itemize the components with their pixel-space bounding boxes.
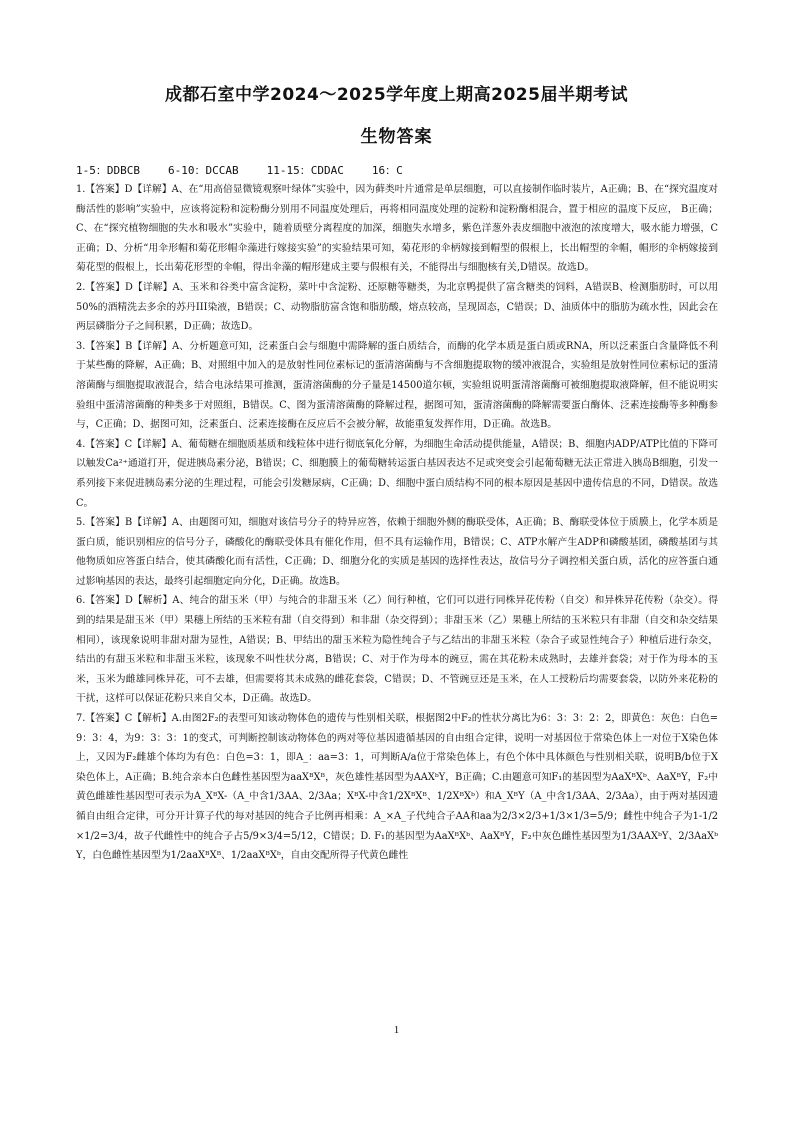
answer-explanation-6: 6.【答案】D【解析】A、纯合的甜玉米（甲）与纯合的非甜玉米（乙）间行种植，它们可以进行同株异花传粉（自交）和异株异花传粉（杂交）。得到的结果是甜玉米（甲）果穗上所结的玉米粒有甜（自交得到）和非甜（杂交得到）；非甜玉米（乙）果穗上所结的玉米粒只有非甜（自交和杂交结果相同），该现象说明非甜对甜为显性，A错误；B、甲结出的甜玉米粒为隐性纯合子与乙结出的非甜玉米粒（杂合子或显性纯合子）种植后进行杂交，结出的有甜玉米粒和非甜玉米粒，该现象不叫性状分离，B错误；C、对于作为母本的豌豆，需在其花粉未成熟时，去雄并套袋；对于作为母本的玉米，玉米为雌雄同株异花，可不去雄，但需要将其未成熟的雌花套袋，C错误；D、不管豌豆还是玉米，在人工授粉后均需要套袋，以防外来花粉的干扰，这样可以保证花粉只来自父本，D正确。故选D。 (76, 595, 718, 705)
answer-explanations (76, 180, 718, 866)
answer-explanation-4: 4.【答案】C【详解】A、葡萄糖在细胞质基质和线粒体中进行彻底氧化分解，为细胞生命活动提供能量，A错误；B、细胞内ADP/ATP比值的下降可以触发Ca²⁺通道打开，促进胰岛素分泌，B错误；C、细胞膜上的葡萄糖转运蛋白基因表达不足或突变会引起葡萄糖无法正常进入胰岛B细胞，引发一系列接下来促进胰岛素分泌的生理过程，可能会引发糖尿病，C正确；D、细胞中蛋白质结构不同的根本原因是基因中遗传信息的不同，D错误。故选C。 (76, 438, 718, 509)
page-number: 1 (393, 1024, 400, 1036)
answer-explanation-7: 7.【答案】C【解析】A.由图2F₂的表型可知该动物体色的遗传与性别相关联，根据图2中F₂的性状分离比为6：3：3：2：2，即黄色：灰色：白色=9：3：4，为9：3：3：1的变式，可判断控制该动物体色的两对等位基因遗循基因的自由组合定律，说明一对基因位于常染色体上一对位于X染色体上，又因为F₂雌雄个体均为有色：白色=3：1，即A_：aa=3：1，可判断A/a位于常染色体上，有色个体中具体颜色与性别相关联，说明B/b位于X染色体上，A正确；B.纯合亲本白色雌性基因型为aaXᴮXᴮ，灰色雄性基因型为AAXᵇY，B正确；C.由题意可知F₁的基因型为AaXᴮXᵇ、AaXᴮY，F₂中黄色雌雄性基因型可表示为A_XᴮX-（A_中含1/3AA、2/3Aa；XᴮX-中含1/2XᴮXᴮ、1/2XᴮXᵇ）和A_XᴮY（A_中含1/3AA、2/3Aa），由于两对基因遗循自由组合定律，可分开计算子代的每对基因的纯合子比例再相乘：A_×A_子代纯合子AA和aa为2/3×2/3+1/3×1/3=5/9；雌性中纯合子为1-1/2×1/2=3/4，故子代雌性中的纯合子占5/9×3/4=5/12，C错误；D. F₁的基因型为AaXᴮXᵇ、AaXᴮY，F₂中灰色雌性基因型为1/3AAXᵇY、2/3AaXᵇY，白色雌性基因型为1/2aaXᴮXᴮ、1/2aaXᴮXᵇ，自由交配所得子代黄色雌性 (76, 713, 718, 862)
answer-key-group: 11-15：CDDAC (266, 164, 344, 177)
answer-explanation-2: 2.【答案】D【详解】A、玉米和谷类中富含淀粉，菜叶中含淀粉、还原糖等糖类，为北京鸭提供了富含糖类的饲料，A错误B、检测脂肪时，可以用50%的酒精洗去多余的苏丹III染液，B错误；C、动物脂肪富含饱和脂肪酸，熔点较高，呈现固态，C错误；D、油质体中的脂肪为疏水性，因此会在两层磷脂分子之间积累，D正确；故选D。 (76, 281, 718, 333)
answer-explanation-3: 3.【答案】B【详解】A、分析题意可知，泛素蛋白会与细胞中需降解的蛋白质结合，而酶的化学本质是蛋白质或RNA，所以泛素蛋白含量降低不利于某些酶的降解，A正确；B、对照组中加入的是放射性同位素标记的蛋清溶菌酶与不含细胞提取物的缓冲液混合，实验组是放射性同位素标记的蛋清溶菌酶与细胞提取液混合，结合电泳结果可推测，蛋清溶菌酶的分子量是14500道尔顿，实验组说明蛋清溶菌酶可被细胞提取液降解，但不能说明实验组中蛋清溶菌酶的种类多于对照组，B错误。C、图为蛋清溶菌酶的降解过程，据图可知，蛋清溶菌酶的降解需要蛋白酶体、泛素连接酶等多种酶参与，C正确；D、据图可知，泛素蛋白、泛素连接酶在反应后不会被分解，故能重复发挥作用，D正确。故选B。 (76, 340, 718, 431)
answer-key-group: 6-10：DCCAB (167, 164, 239, 177)
document-subtitle: 生物答案 (360, 127, 433, 147)
document-title: 成都石室中学2024～2025学年度上期高2025届半期考试 (165, 85, 628, 105)
answer-key-group: 16：C (371, 164, 403, 177)
answer-key-row (76, 162, 736, 178)
answer-key-group: 1-5：DDBCB (76, 164, 140, 177)
answer-explanation-1: 1.【答案】D【详解】A、在“用高倍显微镜观察叶绿体”实验中，因为藓类叶片通常是单层细胞，可以直接制作临时装片，A正确；B、在“探究温度对酶活性的影响”实验中，应该将淀粉和淀粉酶分别用不同温度处理后，再将相同温度处理的淀粉和淀粉酶相混合，置于相应的温度下反应， B正确；C、在“探究植物细胞的失水和吸水”实验中，随着质壁分离程度的加深，细胞失水增多，紫色洋葱外表皮细胞中液泡的浓度增大，吸水能力增强，C正确；D、分析“用伞形帽和菊花形帽伞藻进行嫁接实验”的实验结果可知，菊花形的伞柄嫁接到帽型的假根上，长出帽型的伞帽，帽形的伞柄嫁接到菊花型的假根上，长出菊花形型的伞帽，得出伞藻的帽形建成主要与假根有关，不能得出与细胞核有关,D错误。故选D。 (76, 184, 718, 274)
answer-explanation-5: 5.【答案】B【详解】A、由题图可知，细胞对该信号分子的特异应答，依赖于细胞外侧的酶联受体，A正确；B、酶联受体位于质膜上，化学本质是蛋白质，能识别相应的信号分子，磷酸化的酶联受体具有催化作用，但不具有运输作用，B错误；C、ATP水解产生ADP和磷酸基团，磷酸基团与其他物质如应答蛋白结合，使其磷酸化而有活性，C正确；D、细胞分化的实质是基因的选择性表达，故信号分子调控相关蛋白质，活化的应答蛋白通过影响基因的表达，最终引起细胞定向分化，D正确。故选B。 (76, 517, 718, 587)
